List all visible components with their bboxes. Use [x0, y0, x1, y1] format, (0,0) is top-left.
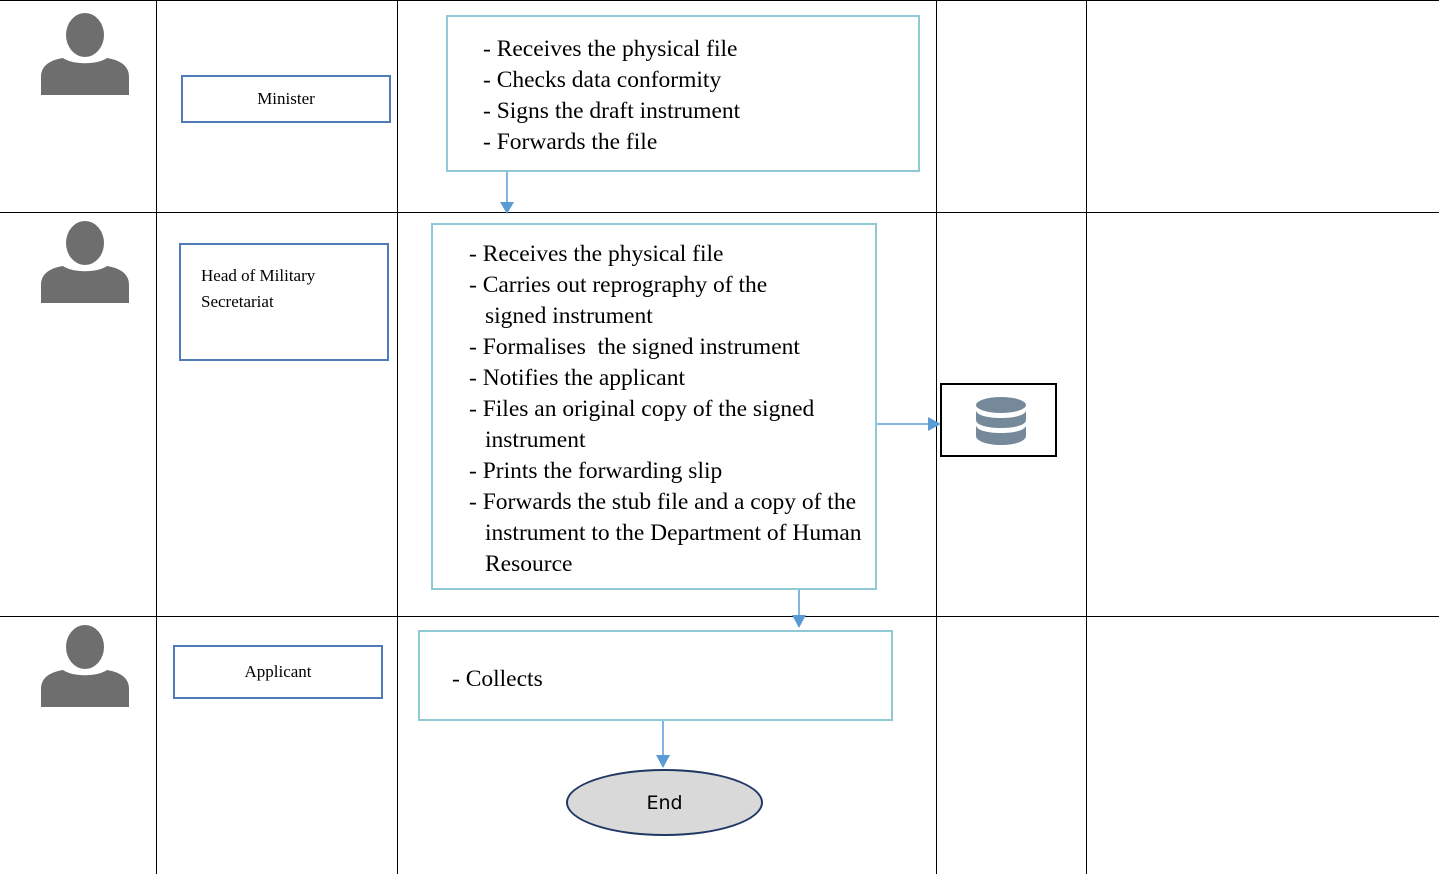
task-box-minister — [446, 15, 920, 172]
role-label: Applicant — [244, 662, 312, 682]
task-box-applicant — [418, 630, 893, 721]
task-box-head-of-military-secretariat — [431, 223, 877, 590]
task-list — [459, 239, 862, 580]
task-item: - Receives the physical file — [459, 239, 857, 270]
task-list — [442, 664, 891, 695]
role-label: Minister — [257, 89, 315, 109]
task-item: - Forwards the stub file and a copy of the instrument to the Department of Human Resource — [459, 487, 881, 580]
role-label: Head of Military Secretariat — [201, 266, 316, 311]
task-item: - Checks data conformity — [473, 65, 918, 96]
task-item: - Formalises the signed instrument — [459, 332, 857, 363]
role-box-applicant — [173, 645, 383, 699]
end-terminator — [566, 769, 763, 836]
role-box-minister — [181, 75, 391, 123]
end-label: End — [646, 791, 683, 814]
task-item: - Notifies the applicant — [459, 363, 857, 394]
person-icon — [41, 625, 129, 707]
task-item: - Forwards the file — [473, 127, 918, 158]
database-box — [940, 383, 1057, 457]
arrow-minister-to-secretariat — [500, 172, 514, 214]
task-item: - Carries out reprography of the signed instrument — [459, 270, 815, 332]
person-icon — [41, 221, 129, 303]
task-item: - Receives the physical file — [473, 34, 918, 65]
arrow-to-database — [875, 417, 941, 431]
role-box-head-of-military-secretariat — [179, 243, 389, 361]
task-item: - Signs the draft instrument — [473, 96, 918, 127]
task-item: - Files an original copy of the signed instrument — [459, 394, 865, 456]
task-item: - Collects — [442, 664, 891, 695]
database-icon — [975, 396, 1027, 446]
person-icon — [41, 13, 129, 95]
arrow-collect-to-end — [656, 721, 670, 768]
task-list — [473, 34, 918, 158]
task-item: - Prints the forwarding slip — [459, 456, 857, 487]
